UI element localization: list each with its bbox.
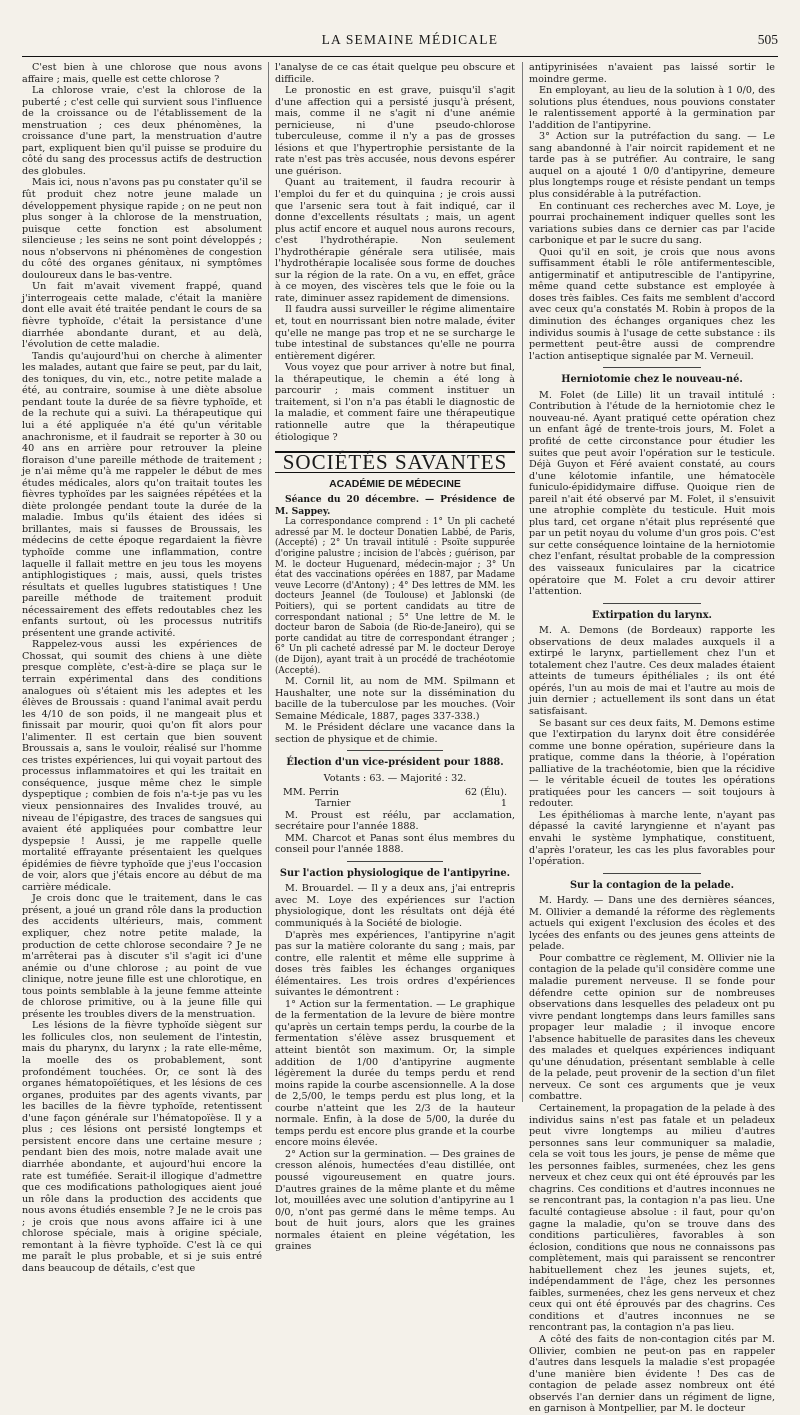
paragraph: Tandis qu'aujourd'hui on cherche à alimenter les malades, autant que faire se peut, par du lait, des toniques, du vin, etc., notre petite malade a été, au contraire, soumise à une diète absolue pendant toute la durée de sa fièvre typhoïde, et de la rechute qui a suivi. La thérapeutique qui lui a été appliquée n'a été qu'un véritable anachronisme, et il faudrait se reporter à 30 ou 40 ans en arrière pour retrouver la pleine floraison d'une pareille méthode de traitement ; je n'ai même qu'à me rappeler le début de mes études médicales, alors qu'on traitait toutes les fièvres typhoïdes par les saignées répétées et la diète prolongée pendant toute la durée de la maladie. Imbus qu'ils étaient des idées si brillantes, mais si fausses de Broussais, les médecins de cette époque regardaient la fièvre typhoïde comme une inflammation, contre laquelle il fallait mettre en jeu tous les moyens antiphlogistiques ; mais, aussi, quels tristes résultats et quelles lugubres statistiques ! Une pareille méthode de traitement produit nécessairement des effets redoutables chez les enfants surtout, où les processus nutritifs présentent une grande activité.	[22, 350, 262, 639]
paragraph: 1° Action sur la fermentation. — Le graphique de la fermentation de la levure de bière montre qu'après un certain temps perdu, la courbe de la fermentation s'élève assez brusquement et atteint bientôt son maximum. Or, la simple addition de 1/00 d'antipyrine augmente légèrement la durée du temps perdu et rend moins rapide la courbe ascensionnelle. A la dose de 2,5/00, le temps perdu est plus long, et la courbe n'atteint que les 2/3 de la hauteur normale. Enfin, à la dose de 5/00, la durée du temps perdu est encore plus grande et la courbe encore moins élevée.	[275, 998, 515, 1149]
paragraph: M. Brouardel. — Il y a deux ans, j'ai entrepris avec M. Loye des expériences sur l'action physiologique, dont les résultats ont déjà été communiqués à la Société de biologie.	[275, 883, 515, 929]
paragraph: M. le Président déclare une vacance dans la section de physique et de chimie.	[275, 722, 515, 745]
column-1	[22, 62, 262, 1274]
header-rule	[22, 56, 778, 57]
paragraph: Les épithéliomas à marche lente, n'ayant pas dépassé la cavité laryngienne et n'ayant pas envahi le système lymphatique, constituent, d'après l'orateur, les cas les plus favorables pour l'opération.	[529, 809, 775, 868]
paragraph: Les lésions de la fièvre typhoïde siègent sur les follicules clos, non seulement de l'intestin, mais du pharynx, du larynx ; la rate elle-même, la moelle des os probablement, sont profondément touchées. Or, ce sont là des organes hématopoïétiques, et les lésions de ces organes, produites par des agents vivants, par les bacilles de la fièvre typhoïde, retentissent d'une façon générale sur l'hématopoïèse. Il y a plus ; ces lésions ont persisté longtemps et persistent encore dans une certaine mesure ; pendant bien des mois, notre malade avait une diarrhée abondante, et aujourd'hui encore la rate est tuméfiée. Serait-il illogique d'admettre que ces modifications pathologiques aient joué un rôle dans la production des accidents que nous avons étudiés ensemble ? Je ne le crois pas ; je crois que nous avons affaire ici à une chlorose spéciale, mais à origine spéciale, remontant à la fièvre typhoïde. C'est là ce qui me paraît le plus probable, et si je suis entré dans beaucoup de détails, c'est que	[22, 1020, 262, 1274]
paragraph: Se basant sur ces deux faits, M. Demons estime que l'extirpation du larynx doit être considérée comme une bonne opération, supérieure dans la pratique, comme dans la théorie, à l'opération palliative de la trachéotomie, bien que la récidive — le véritable écueil de toutes les opérations pratiquées pour les cancers — soit toujours à redouter.	[529, 717, 775, 810]
seance-line: Séance du 20 décembre. — Présidence de M. Sappey.	[275, 494, 515, 517]
paragraph: En employant, au lieu de la solution à 1 0/0, des solutions plus étendues, nous pouvions constater le ralentissement apporté à la germination par l'addition de l'antipyrine.	[529, 85, 775, 131]
journal-title: LA SEMAINE MÉDICALE	[321, 32, 499, 47]
column-divider	[522, 62, 523, 1102]
paragraph: 2° Action sur la germination. — Des graines de cresson alénois, humectées d'eau distillée, ont poussé vigoureusement en quatre jours. D'autres graines de la même plante et du même lot, mouillées avec une solution d'antipyrine au 1 0/0, n'ont pas germé dans le même temps. Au bout de huit jours, alors que les graines normales étaient en pleine végétation, les graines	[275, 1148, 515, 1253]
vote-row	[275, 787, 515, 799]
column-2	[275, 62, 515, 1253]
vote-row	[275, 798, 515, 810]
paragraph: M. A. Demons (de Bordeaux) rapporte les observations de deux malades auxquels il a extirpé le larynx, partiellement chez l'un et totalement chez l'autre. Ces deux malades étaient atteints de tumeurs épithéliales ; ils ont été opérés, l'un au mois de mai et l'autre au mois de juin dernier ; actuellement ils sont dans un état satisfaisant.	[529, 625, 775, 717]
divider	[347, 750, 443, 751]
paragraph: M. Hardy. — Dans une des dernières séances, M. Ollivier a demandé la réforme des règlements actuels qui exigent l'exclusion des écoles et des lycées des enfants ou des jeunes gens atteints de pelade.	[529, 895, 775, 953]
academy-heading: ACADÉMIE DE MÉDECINE	[329, 477, 461, 490]
section-title: SOCIÉTÉS SAVANTES	[275, 451, 515, 473]
subsection-heading: Herniotomie chez le nouveau-né.	[561, 374, 743, 386]
paragraph: Quoi qu'il en soit, je crois que nous avons suffisamment établi le rôle antifermentescible, antigerminatif et antiputrescible de l'antipyrine, même quand cette substance est employée à doses très faibles. Ces faits me semblent d'accord avec ceux qu'a constatés M. Robin à propos de la diminution des échanges organiques chez les individus soumis à l'usage de cette substance : ils permettent peut-être aussi de comprendre l'action antiseptique signalée par M. Verneuil.	[529, 246, 775, 362]
paragraph: M. Folet (de Lille) lit un travail intitulé : Contribution à l'étude de la herniotomie chez le nouveau-né. Ayant pratiqué cette opération chez un enfant âgé de trente-trois jours, M. Folet a profité de cette circonstance pour étudier les suites que peut avoir l'opération sur le testicule. Déjà Guyon et Féré avaient constaté, au cours d'une kélotomie infantile, une hématocèle funiculo-épididymaire diffuse. Quoique rien de pareil n'ait été observé par M. Folet, il s'ensuivit une atrophie complète du testicule. Huit mois plus tard, cet organe n'était plus représenté que par un petit noyau du volume d'un gros pois. C'est sur cette conséquence lointaine de la herniotomie chez l'enfant, résultat probable de la compression des vaisseaux funiculaires par la cicatrice opératoire que M. Folet a cru devoir attirer l'attention.	[529, 389, 775, 598]
paragraph: Un fait m'avait vivement frappé, quand j'interrogeais cette malade, c'était la manière dont elle avait été traitée pendant le cours de sa fièvre typhoïde, c'était la persistance d'une diarrhée abondante durant, et au delà, l'évolution de cette maladie.	[22, 281, 262, 351]
paragraph: M. Cornil lit, au nom de MM. Spilmann et Haushalter, une note sur la dissémination du bacille de la tuberculose par les mouches. (Voir Semaine Médicale, 1887, pages 337-338.)	[275, 676, 515, 722]
paragraph: antipyrinisées n'avaient pas laissé sortir le moindre germe.	[529, 62, 775, 85]
divider	[347, 861, 443, 862]
subsection-heading: Sur la contagion de la pelade.	[569, 879, 734, 891]
paragraph: En continuant ces recherches avec M. Loye, je pourrai prochainement indiquer quelles sont les variations subies dans ce dernier cas par l'acide carbonique et par le sucre du sang.	[529, 200, 775, 247]
paragraph: Pour combattre ce règlement, M. Ollivier nie la contagion de la pelade qu'il considère comme une maladie purement nerveuse. Il se fonde pour défendre cette opinion sur de nombreuses observations dans lesquelles des peladeux ont pu vivre pendant longtemps dans leurs familles sans propager leur maladie ; il invoque encore l'absence habituelle de parasites dans les cheveux des malades et quelques expériences indiquant qu'une dénudation, présentant semblable à celle de la pelade, peut provenir de la section d'un filet nerveux. Ce sont ces arguments que je veux combattre.	[529, 952, 775, 1103]
paragraph: Rappelez-vous aussi les expériences de Chossat, qui soumit des chiens à une diète presque complète, c'est-à-dire se plaça sur le terrain expérimental dans des conditions analogues où s'étaient mis les adeptes et les élèves de Broussais : quand l'animal avait perdu les 4/10 de son poids, il ne mangeait plus et finissait par mourir, quoi qu'on fît alors pour l'alimenter. Il est certain que bien souvent Broussais a, sans le vouloir, réalisé sur l'homme ces tristes expériences, lui qui voyait partout des processus inflammatoires et qui les traitait en conséquence, jusque même chez le simple dyspeptique ; combien de fois n'a-t-je pas vu les vieux pensionnaires des Invalides trouvé, au niveau de l'épigastre, des traces de sangsues qui avaient été appliquées pour combattre leur dyspepsie ! Aussi, je me rappelle quelle mortalité effrayante présentaient les quelques épidémies de fièvre typhoïde que j'eus l'occasion de voir, alors que j'étais encore au début de ma carrière médicale.	[22, 639, 262, 893]
paragraph: D'après mes expériences, l'antipyrine n'agit pas sur la matière colorante du sang ; mais, par contre, elle ralentit et même elle supprime à doses très faibles les échanges organiques élémentaires. Les trois ordres d'expériences suivantes le démontrent :	[275, 929, 515, 999]
paragraph: Mais ici, nous n'avons pas pu constater qu'il se fût produit chez notre jeune malade un développement physique rapide ; on ne peut non plus songer à la chlorose de la menstruation, puisque cette fonction est absolument silencieuse ; les seins ne sont point développés ; nous n'observons ni phénomènes de congestion du côté des organes génitaux, ni symptômes douloureux dans le bas-ventre.	[22, 177, 262, 281]
column-divider	[268, 62, 269, 1102]
paragraph: Vous voyez que pour arriver à notre but final, la thérapeutique, le chemin a été long à parcourir ; mais comment instituer un traitement, si l'on n'a pas établi le diagnostic de la maladie, et comment faire une thérapeutique rationnelle autre que la thérapeutique étiologique ?	[275, 362, 515, 443]
subsection-heading: Élection d'un vice-président pour 1888.	[286, 757, 504, 769]
subsection-heading: Extirpation du larynx.	[592, 609, 712, 621]
paragraph: C'est bien à une chlorose que nous avons affaire ; mais, quelle est cette chlorose ?	[22, 62, 262, 85]
paragraph: M. Proust est réélu, par acclamation, secrétaire pour l'année 1888.	[275, 809, 515, 833]
vote-name: MM. Perrin	[283, 786, 339, 798]
paragraph: Certainement, la propagation de la pelade à des individus sains n'est pas fatale et un peladeux peut vivre longtemps au milieu d'autres personnes sans leur communiquer sa maladie, cela se voit tous les jours, je pense de même que les personnes faibles, surmenées, chez les gens nerveux et chez ceux qui ont été éprouvés par les chagrins. Ces conditions et d'autres inconnues ne se rencontrant pas, la contagion n'a pas lieu. Une faculté contagieuse absolue : il faut, pour qu'on gagne la maladie, qu'on se trouve dans des conditions particulières, favorables à son éclosion, conditions que nous ne connaissons pas complètement, mais qui paraissent se rencontrer habituellement chez les jeunes sujets, et, indépendamment de l'âge, chez les personnes faibles, surmenées, chez les gens nerveux et chez ceux qui ont été éprouvés par des chagrins. Ces conditions et d'autres inconnues ne se rencontrant pas, la contagion n'a pas lieu.	[529, 1103, 775, 1334]
paragraph: Je crois donc que le traitement, dans le cas présent, a joué un grand rôle dans la production des accidents ultérieurs, mais, comment expliquer, chez notre petite malade, la production de cette chlorose secondaire ? Je ne m'arrêterai pas à discuter s'il s'agit ici d'une anémie ou d'une chlorose ; au point de vue clinique, notre jeune fille est une chlorotique, en tous points semblable à la jeune femme atteinte de chlorose primitive, ou à la jeune fille qui présente les troubles divers de la menstruation.	[22, 893, 262, 1020]
paragraph: l'analyse de ce cas était quelque peu obscure et difficile.	[275, 62, 515, 85]
paragraph: A côté des faits de non-contagion cités par M. Ollivier, combien ne peut-on pas en rappeler d'autres dans lesquels la maladie s'est propagée d'une manière bien évidente ! Des cas de contagion de pelade assez nombreux ont été observés l'an dernier dans un régiment de ligne, en garnison à Montpellier, par M. le docteur	[529, 1333, 775, 1415]
running-header	[22, 30, 778, 50]
divider	[603, 367, 701, 368]
column-3	[529, 62, 775, 1415]
paragraph: La chlorose vraie, c'est la chlorose de la puberté ; c'est celle qui survient sous l'influence de la croissance ou de l'établissement de la menstruation ; ces deux phénomènes, la croissance d'une part, la menstruation d'autre part, expliquent bien qu'il puisse se produire du côté du sang des processus actifs de destruction des globules.	[22, 85, 262, 177]
votants-line: Votants : 63. — Majorité : 32.	[323, 772, 467, 784]
paragraph: Le pronostic en est grave, puisqu'il s'agit d'une affection qui a persisté jusqu'à présent, mais, comme il ne s'agit ni d'une anémie pernicieuse, ni d'une pseudo-chlorose tuberculeuse, comme il n'y a pas de grosses lésions et que l'hypertrophie persistante de la rate n'est pas très accusée, nous devons espérer une guérison.	[275, 85, 515, 177]
paragraph: Quant au traitement, il faudra recourir à l'emploi du fer et du quinquina ; je crois aussi que l'arsenic sera tout à fait indiqué, car il donne d'excellents résultats ; mais, un agent plus actif encore et auquel nous aurons recours, c'est l'hydrothérapie. Non seulement l'hydrothérapie générale sera utilisée, mais l'hydrothérapie localisée sous forme de douches sur la région de la rate. On a vu, en effet, grâce à ce moyen, des viscères tels que le foie ou la rate, diminuer assez rapidement de dimensions.	[275, 177, 515, 304]
vote-name: Tarnier	[315, 798, 351, 810]
correspondance: La correspondance comprend : 1° Un pli cacheté adressé par M. le docteur Donatien Labbé, de Paris, (Accepté) ; 2° Un travail intitulé : Psoïte suppurée d'origine palustre ; incision de l'abcès ; guérison, par M. le docteur Huguenard, médecin-major ; 3° Un état des vaccinations opérées en 1887, par Madame veuve Lecorre (d'Antony) ; 4° Des lettres de MM. les docteurs Jeannel (de Toulouse) et Jablonski (de Poitiers), qui se portent candidats au titre de correspondant national ; 5° Une lettre de M. le docteur baron de Saboia (de Rio-de-Janeiro), qui se porte candidat au titre de correspondant étranger ; 6° Un pli cacheté adressé par M. le docteur Deroye (de Dijon), ayant trait à un procédé de trachéotomie (Accepté).	[275, 517, 515, 676]
paragraph: Il faudra aussi surveiller le régime alimentaire et, tout en nourrissant bien notre malade, éviter qu'elle ne mange pas trop et ne se surcharge le tube intestinal de substances qu'elle ne pourra entièrement digérer.	[275, 304, 515, 362]
vote-count: 1	[500, 798, 507, 810]
subsection-heading: Sur l'action physiologique de l'antipyrine.	[279, 867, 511, 879]
paragraph: 3° Action sur la putréfaction du sang. — Le sang abandonné à l'air noircit rapidement et ne tarde pas à se putréfier. Au contraire, le sang auquel on a ajouté 1 0/0 d'antipyrine, demeure plus longtemps rouge et résiste pendant un temps plus considérable à la putréfaction.	[529, 131, 775, 201]
vote-count: 62 (Élu).	[464, 786, 507, 798]
divider	[603, 873, 701, 874]
divider	[603, 603, 701, 604]
paragraph: MM. Charcot et Panas sont élus membres du conseil pour l'année 1888.	[275, 832, 515, 856]
page-number: 505	[757, 32, 778, 47]
